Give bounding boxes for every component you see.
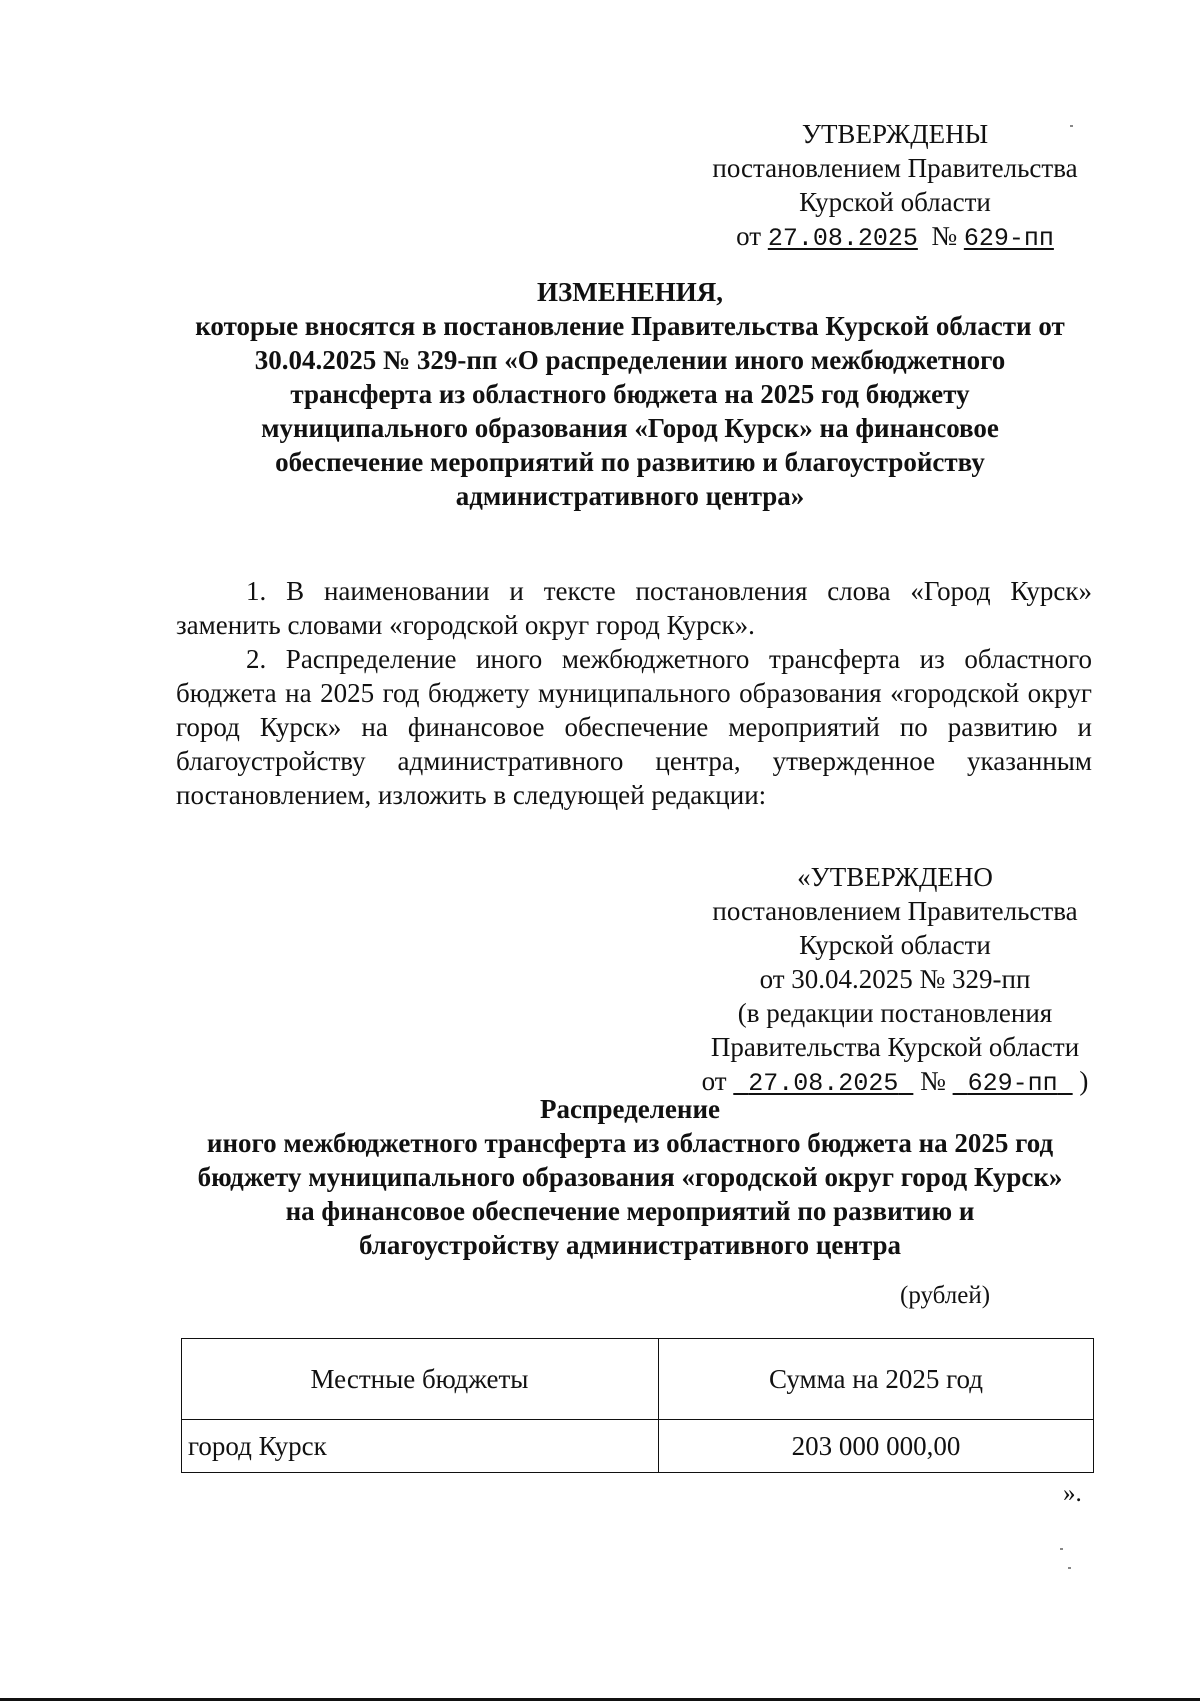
approval-title: «УТВЕРЖДЕНО (797, 862, 993, 892)
approval-line: Курской области (799, 930, 991, 960)
distribution-subtitle-line: иного межбюджетного трансферта из областного бюджета на 2025 год (206, 1128, 1054, 1158)
distribution-heading (160, 1092, 1100, 1262)
number-prefix: № (931, 221, 958, 251)
scan-edge-line (0, 1698, 1200, 1701)
approval-stamp (690, 117, 1100, 256)
approval-number: 629-пп (963, 224, 1054, 253)
approval-line: постановлением Правительства (712, 153, 1078, 183)
approval-title: УТВЕРЖДЕНЫ (801, 119, 989, 149)
changes-subtitle-line: муниципального образования «Город Курск» на финансовое (261, 413, 999, 443)
scan-speck (1068, 1567, 1071, 1569)
approval-line: от 30.04.2025 № 329-пп (759, 964, 1031, 994)
distribution-subtitle-line: на финансовое обеспечение мероприятий по развитию и (285, 1196, 975, 1226)
changes-subtitle-line: которые вносятся в постановление Правительства Курской области от (195, 311, 1065, 341)
changes-subtitle-line: обеспечение мероприятий по развитию и благоустройству (275, 447, 985, 477)
table-header-row (182, 1339, 1094, 1420)
approval-line: постановлением Правительства (712, 896, 1078, 926)
scan-speck (1070, 125, 1073, 127)
approval-number-value: 629-пп (967, 1069, 1058, 1098)
paragraph-1: 1. В наименовании и тексте постановления слова «Город Курск» заменить словами «городской округ город Курск». (176, 576, 1092, 640)
changes-subtitle-line: административного центра» (455, 481, 805, 511)
paragraph-2: 2. Распределение иного межбюджетного трансферта из областного бюджета на 2025 год бюджету муниципального образования «городской округ город Курск» на финансовое обеспечение мероприятий по развитию и благоустройству административного центра, утвержденное указанным постановлением, изложить в следующей редакции: (176, 644, 1092, 810)
distribution-subtitle-line: бюджету муниципального образования «городской округ город Курск» (197, 1162, 1063, 1192)
closing-paren: ) (1079, 1066, 1089, 1096)
table-row (182, 1420, 1094, 1473)
approval-line: Правительства Курской области (710, 1032, 1080, 1062)
distribution-subtitle-line: благоустройству административного центра (358, 1230, 902, 1260)
date-prefix: от (736, 221, 762, 251)
approval-date: 27.08.2025 (767, 224, 918, 253)
approval-line: (в редакции постановления (737, 998, 1053, 1028)
cell-amount: 203 000 000,00 (659, 1420, 1094, 1473)
column-header-amount: Сумма на 2025 год (659, 1339, 1094, 1420)
approval-date-value: 27.08.2025 (748, 1069, 899, 1098)
changes-heading (160, 275, 1100, 513)
scan-speck (1060, 1548, 1063, 1550)
body-text (176, 574, 1092, 812)
units-label: (рублей) (900, 1282, 991, 1309)
changes-title: ИЗМЕНЕНИЯ, (536, 277, 723, 307)
approval-stamp-quoted (685, 860, 1105, 1101)
date-prefix: от (701, 1066, 727, 1096)
distribution-table (181, 1338, 1094, 1473)
approval-line: Курской области (799, 187, 991, 217)
changes-subtitle-line: 30.04.2025 № 329-пп «О распределении иного межбюджетного (254, 345, 1006, 375)
cell-budget: город Курск (182, 1420, 659, 1473)
column-header-budgets: Местные бюджеты (182, 1339, 659, 1420)
distribution-title: Распределение (539, 1094, 721, 1124)
closing-quote: ». (1063, 1480, 1082, 1507)
number-prefix: № (920, 1066, 946, 1096)
changes-subtitle-line: трансферта из областного бюджета на 2025 год бюджету (290, 379, 970, 409)
approval-date-line (690, 219, 1100, 256)
